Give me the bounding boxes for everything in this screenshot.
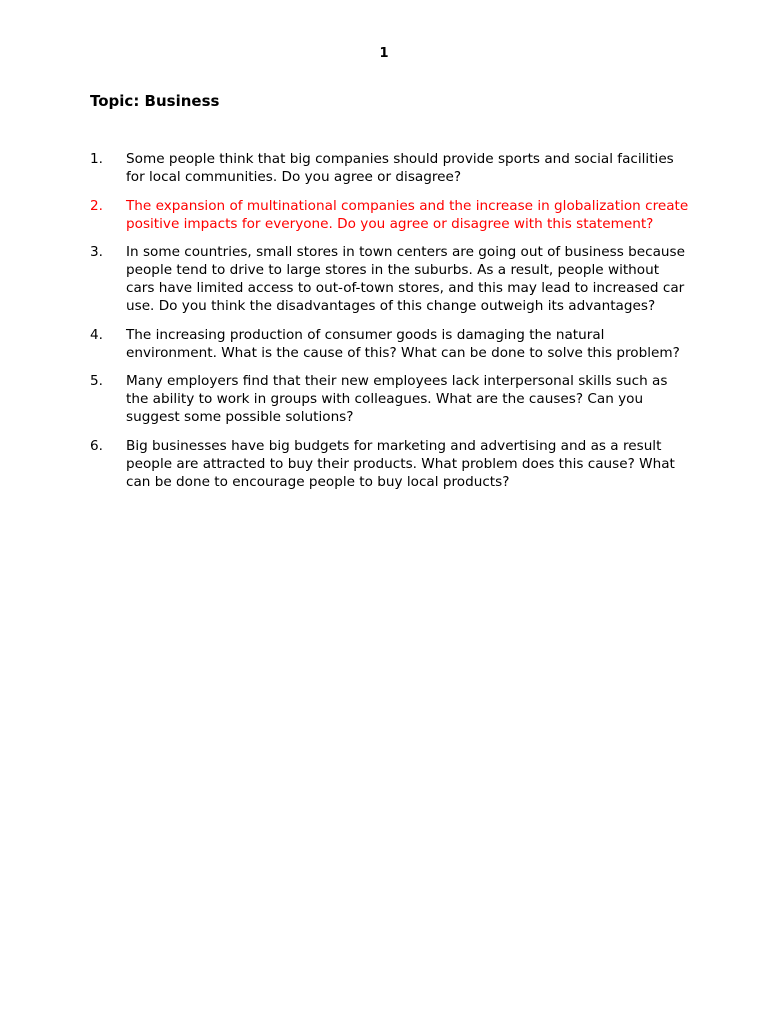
question-item	[90, 197, 690, 233]
question-number: 3.	[90, 244, 103, 260]
question-text: Many employers find that their new employees lack interpersonal skills such as the ability to work in groups with colleagues. What are the causes? Can you suggest some possible solutions?	[126, 373, 668, 425]
question-text: In some countries, small stores in town centers are going out of business because people tend to drive to large stores in the suburbs. As a result, people without cars have limited access to out-of-town stores, and this may lead to increased car use. Do you think the disadvantages of this change outweigh its advantages?	[126, 244, 685, 314]
question-text: Big businesses have big budgets for marketing and advertising and as a result people are attracted to buy their products. What problem does this cause? What can be done to encourage people to buy local products?	[126, 437, 675, 490]
question-number: 1.	[90, 151, 103, 167]
question-text: The increasing production of consumer goods is damaging the natural environment. What is the cause of this? What can be done to solve this problem?	[126, 326, 680, 361]
question-number: 5.	[90, 373, 103, 389]
question-item	[90, 243, 690, 315]
page-number: 1	[379, 46, 389, 61]
topic-heading: Topic: Business	[90, 92, 220, 110]
question-item	[90, 372, 690, 426]
question-number: 2.	[90, 197, 103, 214]
question-item	[90, 326, 690, 362]
question-item	[90, 437, 690, 491]
question-text: Some people think that big companies should provide sports and social facilities for local communities. Do you agree or disagree?	[126, 151, 674, 185]
question-item	[90, 150, 690, 186]
question-number: 4.	[90, 326, 103, 343]
question-list	[90, 150, 690, 501]
question-number: 6.	[90, 437, 103, 454]
question-text: The expansion of multinational companies and the increase in globalization create positive impacts for everyone. Do you agree or disagree with this statement?	[126, 197, 689, 232]
